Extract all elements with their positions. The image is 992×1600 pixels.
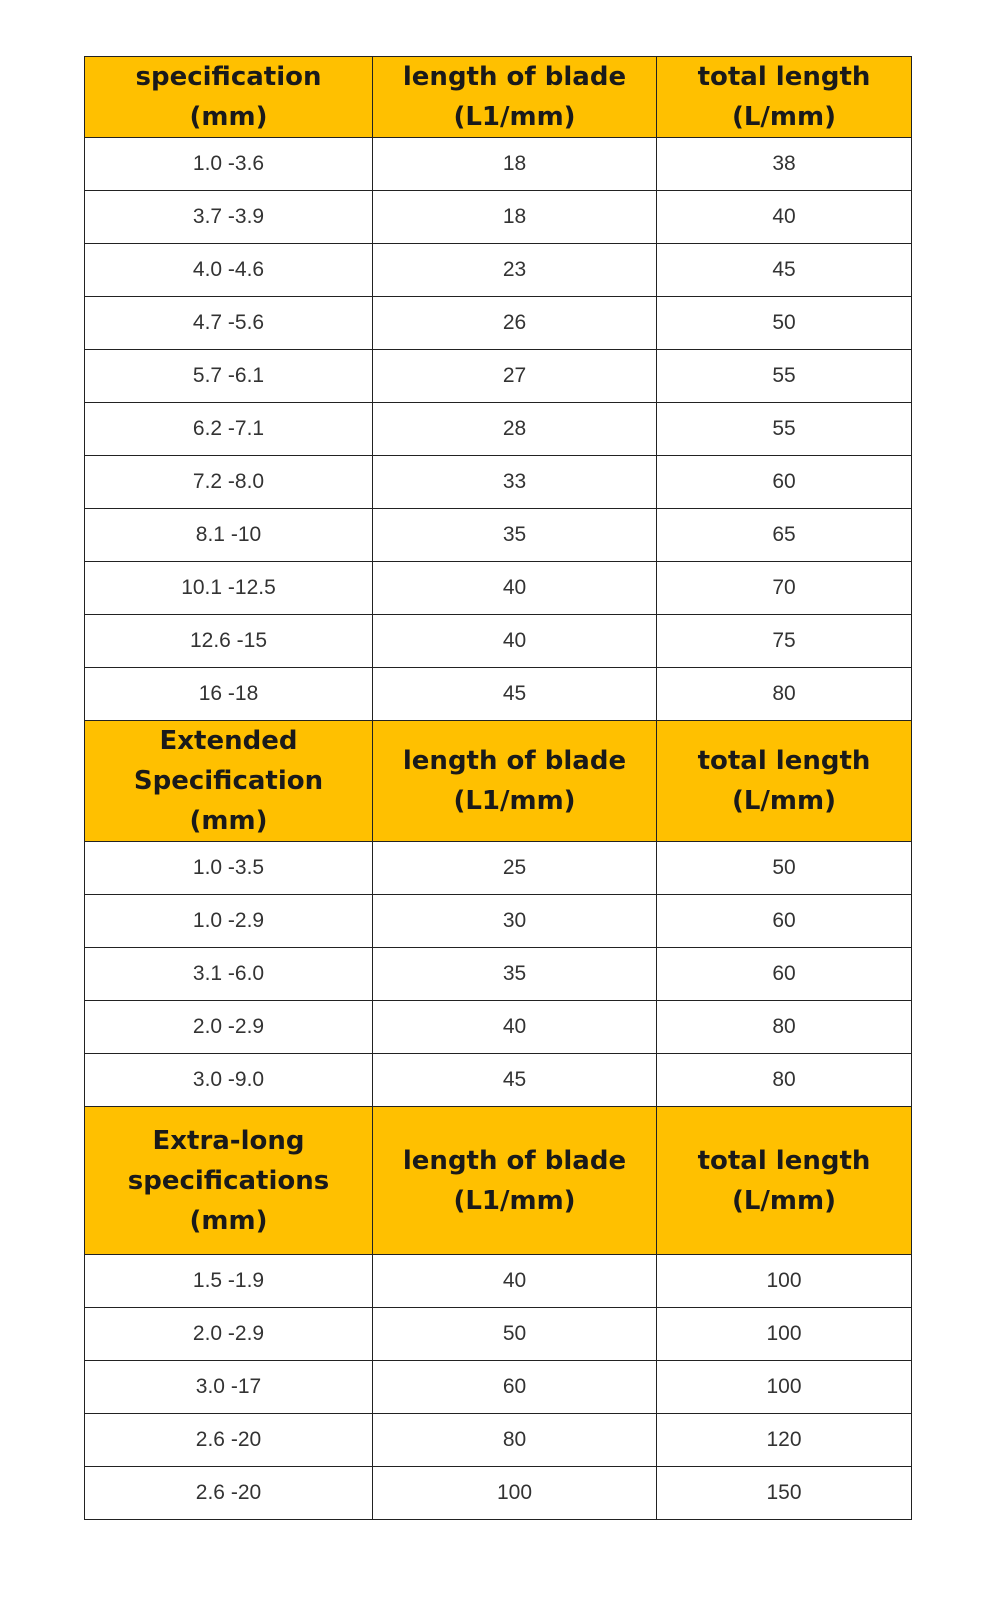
- total-length-cell: 120: [657, 1414, 912, 1467]
- total-length-cell: 80: [657, 1001, 912, 1054]
- column-header-col3: [657, 721, 912, 842]
- header-line: specifications: [127, 1165, 330, 1196]
- spec-cell: 1.0 -3.6: [85, 138, 373, 191]
- section-header-row: [85, 1107, 912, 1255]
- blade-length-cell: 40: [373, 562, 657, 615]
- header-line: length of blade: [402, 62, 627, 92]
- spec-cell: 5.7 -6.1: [85, 350, 373, 403]
- header-line: Specification: [133, 766, 324, 796]
- table-row: [85, 1001, 912, 1054]
- blade-length-cell: 35: [373, 948, 657, 1001]
- header-line: total length: [697, 1145, 871, 1176]
- blade-length-cell: 25: [373, 842, 657, 895]
- column-header-col1: [85, 1107, 373, 1255]
- table-row: [85, 138, 912, 191]
- blade-length-cell: 30: [373, 895, 657, 948]
- spec-cell: 12.6 -15: [85, 615, 373, 668]
- header-line: (L1/mm): [453, 102, 576, 132]
- table-row: [85, 1414, 912, 1467]
- total-length-cell: 80: [657, 1054, 912, 1107]
- blade-length-cell: 27: [373, 350, 657, 403]
- total-length-cell: 40: [657, 191, 912, 244]
- blade-length-cell: 35: [373, 509, 657, 562]
- total-length-cell: 45: [657, 244, 912, 297]
- table-row: [85, 403, 912, 456]
- blade-length-cell: 100: [373, 1467, 657, 1520]
- spec-cell: 3.0 -17: [85, 1361, 373, 1414]
- spec-cell: 2.6 -20: [85, 1467, 373, 1520]
- blade-length-cell: 45: [373, 1054, 657, 1107]
- total-length-cell: 100: [657, 1361, 912, 1414]
- spec-cell: 2.0 -2.9: [85, 1001, 373, 1054]
- table-row: [85, 456, 912, 509]
- table-row: [85, 244, 912, 297]
- blade-length-cell: 45: [373, 668, 657, 721]
- total-length-cell: 55: [657, 403, 912, 456]
- spec-cell: 2.6 -20: [85, 1414, 373, 1467]
- column-header-col1: [85, 721, 373, 842]
- header-line: Extended: [159, 726, 298, 756]
- total-length-cell: 70: [657, 562, 912, 615]
- blade-length-cell: 18: [373, 191, 657, 244]
- spec-cell: 4.7 -5.6: [85, 297, 373, 350]
- total-length-cell: 60: [657, 895, 912, 948]
- total-length-cell: 80: [657, 668, 912, 721]
- blade-length-cell: 18: [373, 138, 657, 191]
- table-row: [85, 1361, 912, 1414]
- spec-cell: 3.7 -3.9: [85, 191, 373, 244]
- column-header-col3: [657, 57, 912, 138]
- blade-length-cell: 40: [373, 1001, 657, 1054]
- spec-table-body: [85, 57, 912, 1520]
- total-length-cell: 65: [657, 509, 912, 562]
- table-row: [85, 191, 912, 244]
- table-row: [85, 842, 912, 895]
- total-length-cell: 100: [657, 1308, 912, 1361]
- table-row: [85, 509, 912, 562]
- total-length-cell: 60: [657, 456, 912, 509]
- spec-cell: 2.0 -2.9: [85, 1308, 373, 1361]
- table-row: [85, 1255, 912, 1308]
- header-line: length of blade: [402, 1145, 627, 1176]
- header-line: total length: [697, 746, 871, 776]
- header-line: (L1/mm): [453, 786, 576, 816]
- header-line: specification: [135, 62, 322, 92]
- total-length-cell: 38: [657, 138, 912, 191]
- blade-length-cell: 26: [373, 297, 657, 350]
- total-length-cell: 60: [657, 948, 912, 1001]
- table-row: [85, 297, 912, 350]
- spec-table: [84, 56, 912, 1520]
- table-row: [85, 350, 912, 403]
- blade-length-cell: 40: [373, 615, 657, 668]
- spec-cell: 10.1 -12.5: [85, 562, 373, 615]
- column-header-col2: [373, 721, 657, 842]
- spec-cell: 6.2 -7.1: [85, 403, 373, 456]
- header-line: length of blade: [402, 746, 627, 776]
- total-length-cell: 50: [657, 842, 912, 895]
- header-line: Extra-long: [152, 1125, 305, 1156]
- spec-cell: 4.0 -4.6: [85, 244, 373, 297]
- spec-cell: 16 -18: [85, 668, 373, 721]
- header-line: (L1/mm): [453, 1185, 576, 1216]
- spec-table-container: [84, 56, 911, 1520]
- blade-length-cell: 40: [373, 1255, 657, 1308]
- total-length-cell: 150: [657, 1467, 912, 1520]
- spec-cell: 1.0 -2.9: [85, 895, 373, 948]
- blade-length-cell: 28: [373, 403, 657, 456]
- header-line: total length: [697, 62, 871, 92]
- header-line: (mm): [189, 102, 268, 132]
- column-header-col1: [85, 57, 373, 138]
- spec-cell: 7.2 -8.0: [85, 456, 373, 509]
- table-row: [85, 668, 912, 721]
- spec-cell: 1.5 -1.9: [85, 1255, 373, 1308]
- total-length-cell: 100: [657, 1255, 912, 1308]
- blade-length-cell: 80: [373, 1414, 657, 1467]
- table-row: [85, 1467, 912, 1520]
- section-header-row: [85, 57, 912, 138]
- table-row: [85, 1054, 912, 1107]
- column-header-col3: [657, 1107, 912, 1255]
- table-row: [85, 615, 912, 668]
- spec-cell: 1.0 -3.5: [85, 842, 373, 895]
- section-header-row: [85, 721, 912, 842]
- header-line: (L/mm): [731, 102, 836, 132]
- total-length-cell: 75: [657, 615, 912, 668]
- header-line: (mm): [189, 1205, 268, 1236]
- column-header-col2: [373, 57, 657, 138]
- spec-cell: 3.0 -9.0: [85, 1054, 373, 1107]
- header-line: (mm): [189, 806, 268, 836]
- spec-cell: 8.1 -10: [85, 509, 373, 562]
- total-length-cell: 55: [657, 350, 912, 403]
- blade-length-cell: 33: [373, 456, 657, 509]
- header-line: (L/mm): [731, 786, 836, 816]
- table-row: [85, 895, 912, 948]
- blade-length-cell: 23: [373, 244, 657, 297]
- blade-length-cell: 60: [373, 1361, 657, 1414]
- table-row: [85, 1308, 912, 1361]
- spec-cell: 3.1 -6.0: [85, 948, 373, 1001]
- header-line: (L/mm): [731, 1185, 836, 1216]
- table-row: [85, 948, 912, 1001]
- table-row: [85, 562, 912, 615]
- blade-length-cell: 50: [373, 1308, 657, 1361]
- total-length-cell: 50: [657, 297, 912, 350]
- column-header-col2: [373, 1107, 657, 1255]
